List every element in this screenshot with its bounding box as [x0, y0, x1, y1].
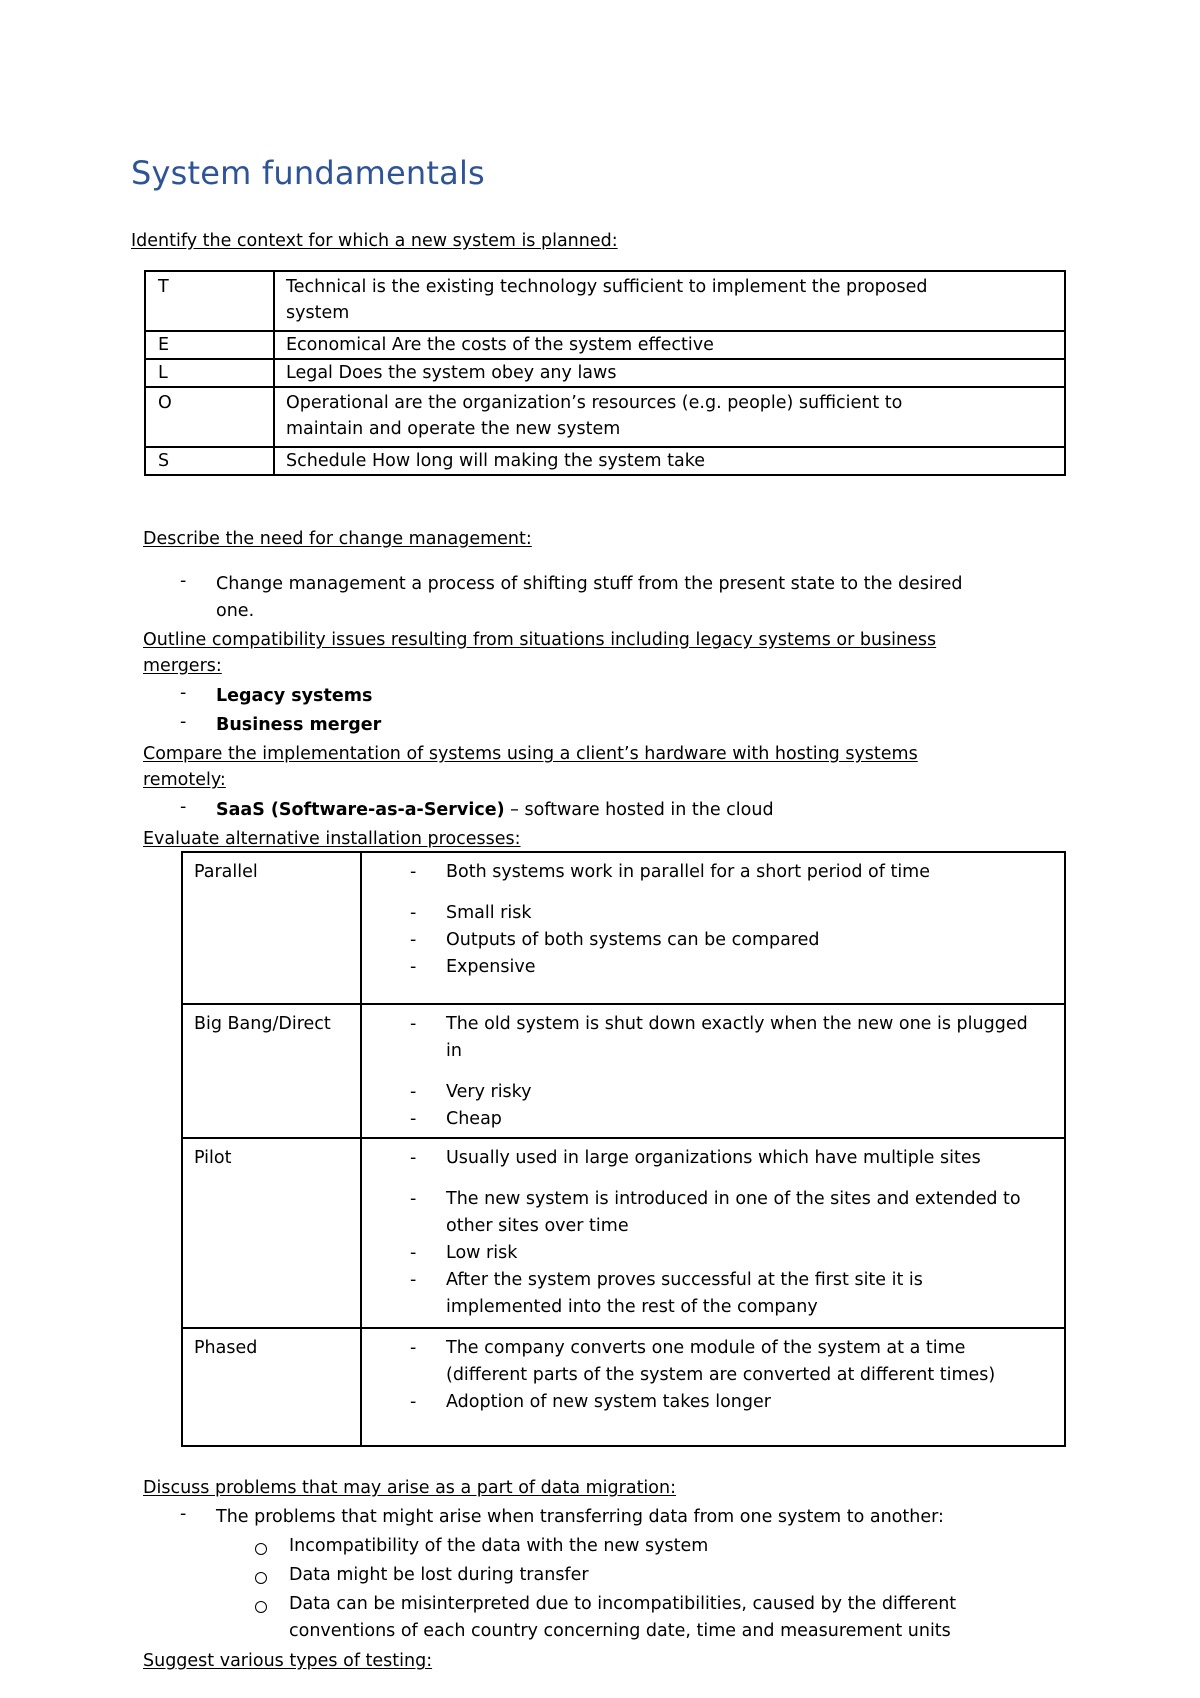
table-row — [145, 359, 1065, 387]
telos-table — [144, 270, 1066, 476]
table-row — [182, 1328, 1065, 1446]
list-item: - Expensive — [362, 954, 1044, 981]
list-item: Data might be lost during transfer — [289, 1565, 589, 1585]
telos-key: O — [145, 387, 274, 447]
telos-key: L — [145, 359, 274, 387]
list-item: Data can be misinterpreted due to incompatibilities, caused by the different conventions of each country concerning date, time and measurement units — [289, 1594, 957, 1641]
context-heading: Identify the context for which a new system is planned: — [131, 231, 618, 251]
installation-table — [181, 851, 1066, 1447]
method-cell: Parallel — [182, 852, 361, 1004]
telos-value: Legal Does the system obey any laws — [274, 359, 1065, 387]
telos-key: E — [145, 331, 274, 359]
list-item: Legacy systems — [216, 686, 373, 706]
evaluate-heading: Evaluate alternative installation processes: — [143, 829, 521, 849]
table-row — [182, 1138, 1065, 1328]
telos-value: Economical Are the costs of the system effective — [274, 331, 1065, 359]
list-item: Change management a process of shifting stuff from the present state to the desired one. — [216, 574, 963, 621]
circle-bullet-icon — [255, 1601, 267, 1613]
telos-value: Operational are the organization’s resources (e.g. people) sufficient to maintain and operate the new system — [274, 387, 1065, 447]
points-cell — [361, 1138, 1065, 1328]
circle-bullet-icon — [255, 1572, 267, 1584]
list-item: - Very risky — [362, 1079, 1044, 1106]
points-cell — [361, 1328, 1065, 1446]
method-cell: Phased — [182, 1328, 361, 1446]
list-item: Incompatibility of the data with the new system — [289, 1536, 709, 1556]
list-item: - The company converts one module of the system at a time (different parts of the system are converted at different times) — [362, 1335, 1044, 1389]
migration-heading: Discuss problems that may arise as a part of data migration: — [143, 1478, 676, 1498]
points-cell — [361, 852, 1065, 1004]
list-item: - After the system proves successful at the first site it is implemented into the rest of the company — [362, 1267, 1044, 1321]
dash-bullet: - — [180, 1504, 187, 1524]
table-row — [145, 271, 1065, 331]
telos-key: S — [145, 447, 274, 475]
table-row — [182, 1004, 1065, 1138]
testing-heading: Suggest various types of testing: — [143, 1651, 433, 1671]
table-row — [145, 387, 1065, 447]
list-item: - Low risk — [362, 1240, 1044, 1267]
table-row — [182, 852, 1065, 1004]
telos-key: T — [145, 271, 274, 331]
list-item: - Both systems work in parallel for a short period of time — [362, 859, 1044, 886]
circle-bullet-icon — [255, 1543, 267, 1555]
change-heading: Describe the need for change management: — [143, 529, 532, 549]
table-row — [145, 447, 1065, 475]
dash-bullet: - — [180, 712, 187, 732]
list-item: SaaS (Software-as-a-Service) – software hosted in the cloud — [216, 800, 774, 820]
list-item: - Outputs of both systems can be compared — [362, 927, 1044, 954]
method-cell: Big Bang/Direct — [182, 1004, 361, 1138]
points-cell — [361, 1004, 1065, 1138]
list-item: - The new system is introduced in one of the sites and extended to other sites over time — [362, 1186, 1044, 1240]
list-item: Business merger — [216, 715, 382, 735]
list-item: - Adoption of new system takes longer — [362, 1389, 1044, 1416]
page-title: System fundamentals — [131, 154, 485, 192]
dash-bullet: - — [180, 797, 187, 817]
list-item: - The old system is shut down exactly when the new one is plugged in — [362, 1011, 1044, 1065]
list-item: - Usually used in large organizations which have multiple sites — [362, 1145, 1044, 1172]
dash-bullet: - — [180, 683, 187, 703]
list-item: - Small risk — [362, 900, 1044, 927]
telos-value: Technical is the existing technology sufficient to implement the proposed system — [274, 271, 1065, 331]
table-row — [145, 331, 1065, 359]
list-item: - Cheap — [362, 1106, 1044, 1133]
method-cell: Pilot — [182, 1138, 361, 1328]
list-item: The problems that might arise when transferring data from one system to another: — [216, 1507, 944, 1527]
telos-value: Schedule How long will making the system take — [274, 447, 1065, 475]
compat-heading: Outline compatibility issues resulting from situations including legacy systems or business mergers: — [143, 630, 937, 676]
dash-bullet: - — [180, 571, 187, 591]
compare-heading: Compare the implementation of systems using a client’s hardware with hosting systems remotely: — [143, 744, 918, 790]
